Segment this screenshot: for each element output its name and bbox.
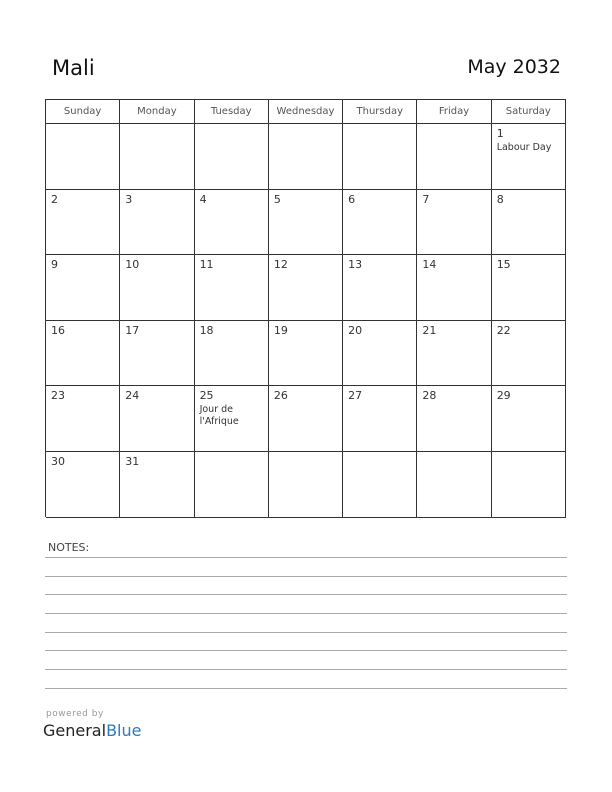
day-number: 28 bbox=[422, 389, 437, 403]
day-cell bbox=[492, 321, 566, 387]
day-cell bbox=[120, 321, 194, 387]
day-number: 25 bbox=[199, 389, 214, 403]
day-cell bbox=[120, 190, 194, 256]
day-number: 8 bbox=[496, 192, 504, 206]
day-number: 13 bbox=[348, 258, 363, 272]
dow-thursday: Thursday bbox=[343, 100, 417, 124]
day-number: 7 bbox=[422, 192, 430, 206]
day-number: 6 bbox=[348, 192, 356, 206]
holiday-label: Labour Day bbox=[496, 142, 552, 153]
day-cell bbox=[269, 190, 343, 256]
day-cell bbox=[46, 386, 120, 452]
day-cell bbox=[46, 452, 120, 518]
dow-wednesday: Wednesday bbox=[269, 100, 343, 124]
calendar-week bbox=[46, 255, 566, 321]
day-number: 12 bbox=[273, 258, 288, 272]
day-number: 10 bbox=[125, 258, 140, 272]
day-cell bbox=[46, 255, 120, 321]
day-number: 2 bbox=[51, 192, 58, 206]
notes-line bbox=[45, 576, 567, 577]
notes-line bbox=[45, 688, 567, 689]
powered-by-text: powered by bbox=[46, 709, 104, 719]
brand-general: General bbox=[43, 721, 107, 740]
dow-sunday: Sunday bbox=[46, 100, 120, 124]
dow-friday: Friday bbox=[417, 100, 491, 124]
day-number: 18 bbox=[199, 323, 214, 337]
day-number: 26 bbox=[273, 389, 288, 403]
day-cell bbox=[46, 321, 120, 387]
day-cell bbox=[269, 255, 343, 321]
calendar-grid bbox=[45, 99, 566, 517]
day-cell bbox=[343, 321, 417, 387]
day-cell bbox=[269, 452, 343, 518]
day-number: 20 bbox=[348, 323, 363, 337]
day-number: 23 bbox=[51, 389, 65, 403]
day-cell bbox=[195, 124, 269, 190]
day-cell bbox=[120, 386, 194, 452]
day-number: 19 bbox=[273, 323, 288, 337]
day-number: 3 bbox=[125, 192, 133, 206]
day-cell bbox=[417, 124, 491, 190]
dow-tuesday: Tuesday bbox=[195, 100, 269, 124]
day-number: 14 bbox=[422, 258, 437, 272]
day-number: 17 bbox=[125, 323, 140, 337]
day-cell bbox=[417, 190, 491, 256]
day-cell bbox=[343, 386, 417, 452]
calendar-week bbox=[46, 321, 566, 387]
day-cell bbox=[492, 386, 566, 452]
day-cell bbox=[195, 386, 269, 452]
day-cell bbox=[492, 124, 566, 190]
country-title: Mali bbox=[52, 56, 95, 80]
day-number: 11 bbox=[199, 258, 214, 272]
month-year-title: May 2032 bbox=[467, 56, 561, 78]
notes-line bbox=[45, 632, 567, 633]
brand-blue: Blue bbox=[106, 721, 142, 740]
day-number: 15 bbox=[496, 258, 511, 272]
day-number: 4 bbox=[199, 192, 207, 206]
calendar-week bbox=[46, 452, 566, 518]
day-cell bbox=[417, 255, 491, 321]
day-number: 27 bbox=[348, 389, 363, 403]
day-cell bbox=[46, 124, 120, 190]
notes-label: NOTES: bbox=[48, 541, 90, 554]
day-cell bbox=[492, 255, 566, 321]
day-cell bbox=[195, 255, 269, 321]
day-cell bbox=[46, 190, 120, 256]
day-cell bbox=[269, 321, 343, 387]
days-of-week-header bbox=[46, 100, 566, 124]
day-number: 31 bbox=[125, 454, 140, 468]
day-cell bbox=[120, 452, 194, 518]
notes-line bbox=[45, 557, 567, 558]
notes-line bbox=[45, 613, 567, 614]
day-cell bbox=[343, 255, 417, 321]
notes-line bbox=[45, 669, 567, 670]
day-number: 29 bbox=[496, 389, 511, 403]
day-cell bbox=[343, 190, 417, 256]
day-number: 9 bbox=[51, 258, 58, 272]
day-number: 30 bbox=[51, 454, 65, 468]
day-number: 5 bbox=[273, 192, 281, 206]
brand-logo bbox=[43, 721, 141, 740]
day-number: 16 bbox=[51, 323, 65, 337]
dow-monday: Monday bbox=[120, 100, 194, 124]
day-cell bbox=[343, 124, 417, 190]
day-cell bbox=[269, 386, 343, 452]
calendar-weeks bbox=[46, 124, 566, 518]
notes-line bbox=[45, 650, 567, 651]
holiday-label: Jour de l'Afrique bbox=[199, 404, 239, 428]
calendar-week bbox=[46, 124, 566, 190]
day-cell bbox=[120, 124, 194, 190]
notes-line bbox=[45, 594, 567, 595]
day-cell bbox=[417, 452, 491, 518]
day-cell bbox=[195, 452, 269, 518]
day-cell bbox=[417, 386, 491, 452]
calendar-week bbox=[46, 190, 566, 256]
day-cell bbox=[492, 190, 566, 256]
day-cell bbox=[120, 255, 194, 321]
day-number: 22 bbox=[496, 323, 511, 337]
day-number: 24 bbox=[125, 389, 140, 403]
day-cell bbox=[195, 321, 269, 387]
dow-saturday: Saturday bbox=[492, 100, 566, 124]
calendar-week bbox=[46, 386, 566, 452]
day-cell bbox=[343, 452, 417, 518]
day-cell bbox=[492, 452, 566, 518]
day-cell bbox=[195, 190, 269, 256]
day-number: 21 bbox=[422, 323, 437, 337]
day-cell bbox=[417, 321, 491, 387]
day-cell bbox=[269, 124, 343, 190]
day-number: 1 bbox=[496, 127, 504, 140]
